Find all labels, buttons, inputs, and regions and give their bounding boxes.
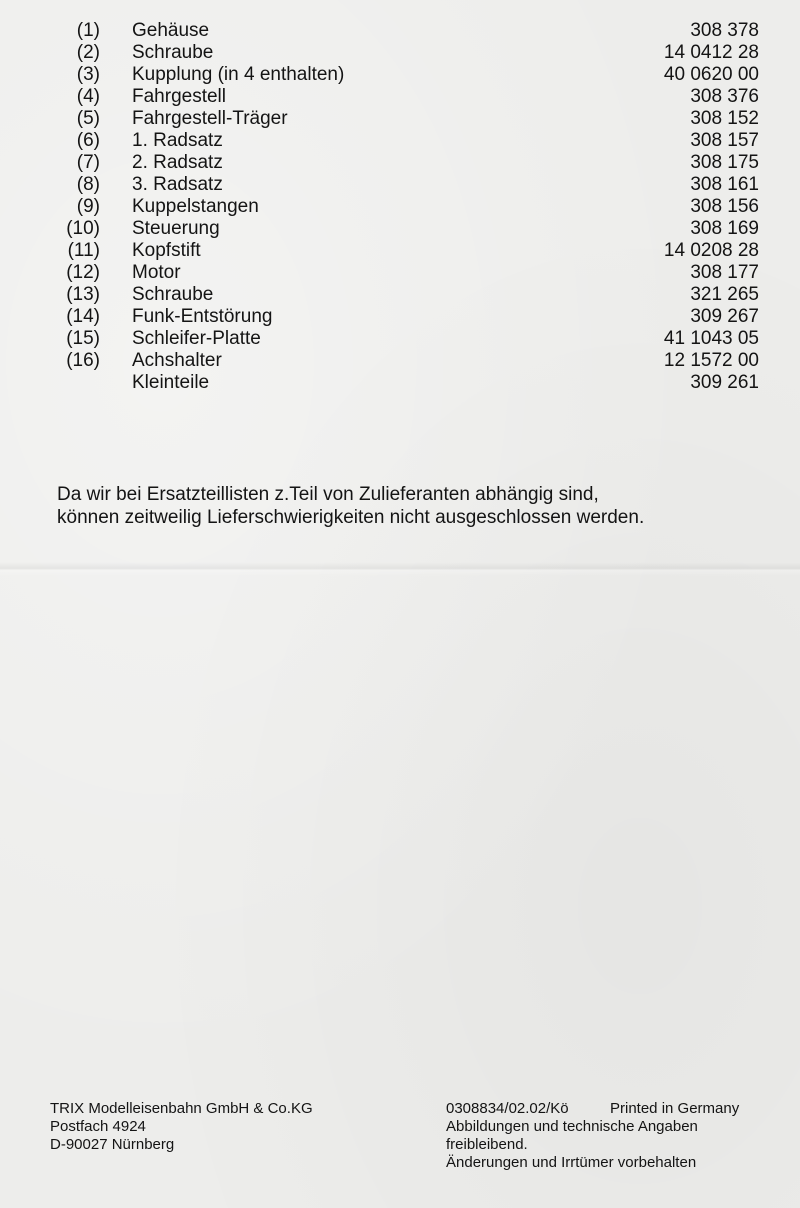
part-code: 309 261 bbox=[690, 372, 759, 393]
part-code: 14 0412 28 bbox=[663, 42, 759, 63]
spare-parts-list bbox=[0, 20, 800, 394]
part-name: Motor bbox=[132, 262, 181, 283]
notice-line-1: Da wir bei Ersatzteillisten z.Teil von Zulieferanten abhängig sind, bbox=[57, 484, 599, 505]
part-number: (13) bbox=[66, 284, 100, 305]
part-row bbox=[0, 372, 800, 394]
part-number: (10) bbox=[66, 218, 100, 239]
part-code: 308 175 bbox=[690, 152, 759, 173]
part-number: (9) bbox=[76, 196, 100, 217]
part-code: 41 1043 05 bbox=[663, 328, 759, 349]
part-name: Kleinteile bbox=[132, 372, 210, 393]
disclaimer-line-2: freibleibend. bbox=[446, 1136, 528, 1153]
disclaimer-line-3: Änderungen und Irrtümer vorbehalten bbox=[446, 1154, 697, 1171]
part-number: (16) bbox=[66, 350, 100, 371]
print-info-first-line bbox=[446, 1100, 740, 1118]
part-name: Kuppelstangen bbox=[132, 196, 259, 217]
part-row bbox=[0, 64, 800, 86]
part-number: (15) bbox=[66, 328, 100, 349]
part-name: Schraube bbox=[132, 42, 214, 63]
part-code: 40 0620 00 bbox=[663, 64, 759, 85]
part-row bbox=[0, 350, 800, 372]
part-row bbox=[0, 42, 800, 64]
part-code: 308 378 bbox=[690, 20, 759, 41]
part-name: Gehäuse bbox=[132, 20, 210, 41]
part-name: Kupplung (in 4 enthalten) bbox=[132, 64, 345, 85]
part-row bbox=[0, 306, 800, 328]
part-code: 308 157 bbox=[690, 130, 759, 151]
part-number: (1) bbox=[76, 20, 100, 41]
city-line: D-90027 Nürnberg bbox=[50, 1136, 175, 1153]
part-name: 3. Radsatz bbox=[132, 174, 223, 195]
part-row bbox=[0, 262, 800, 284]
paper-fold-crease bbox=[0, 562, 800, 576]
part-number: (8) bbox=[76, 174, 100, 195]
part-number: (11) bbox=[67, 240, 100, 261]
part-code: 14 0208 28 bbox=[663, 240, 759, 261]
part-number: (7) bbox=[76, 152, 100, 173]
company-name: TRIX Modelleisenbahn GmbH & Co.KG bbox=[50, 1100, 313, 1117]
notice-line-2: können zeitweilig Lieferschwierigkeiten nicht ausgeschlossen werden. bbox=[57, 507, 645, 528]
part-name: Steuerung bbox=[132, 218, 220, 239]
part-code: 308 156 bbox=[690, 196, 759, 217]
part-number: (14) bbox=[66, 306, 100, 327]
part-name: Schraube bbox=[132, 284, 214, 305]
part-code: 308 177 bbox=[690, 262, 759, 283]
part-row bbox=[0, 240, 800, 262]
supply-notice bbox=[57, 483, 777, 529]
part-name: 1. Radsatz bbox=[132, 130, 223, 151]
print-info bbox=[446, 1100, 740, 1172]
part-name: 2. Radsatz bbox=[132, 152, 223, 173]
part-row bbox=[0, 328, 800, 350]
part-code: 308 152 bbox=[690, 108, 759, 129]
part-row bbox=[0, 174, 800, 196]
printed-in: Printed in Germany bbox=[610, 1100, 740, 1117]
part-row bbox=[0, 218, 800, 240]
part-number: (4) bbox=[76, 86, 100, 107]
part-name: Schleifer-Platte bbox=[132, 328, 261, 349]
document-code: 0308834/02.02/Kö bbox=[446, 1100, 569, 1117]
part-name: Fahrgestell bbox=[132, 86, 226, 107]
part-row bbox=[0, 152, 800, 174]
part-number: (2) bbox=[76, 42, 100, 63]
part-row bbox=[0, 284, 800, 306]
part-row bbox=[0, 108, 800, 130]
part-code: 321 265 bbox=[690, 284, 759, 305]
part-number: (6) bbox=[76, 130, 100, 151]
part-row bbox=[0, 86, 800, 108]
part-number: (3) bbox=[76, 64, 100, 85]
part-code: 308 376 bbox=[690, 86, 759, 107]
part-row bbox=[0, 130, 800, 152]
part-code: 12 1572 00 bbox=[663, 350, 759, 371]
part-code: 308 169 bbox=[690, 218, 759, 239]
postbox: Postfach 4924 bbox=[50, 1118, 146, 1135]
part-number: (5) bbox=[76, 108, 100, 129]
part-name: Kopfstift bbox=[132, 240, 201, 261]
part-row bbox=[0, 196, 800, 218]
company-address bbox=[50, 1100, 313, 1154]
part-name: Funk-Entstörung bbox=[132, 306, 273, 327]
disclaimer-line-1: Abbildungen und technische Angaben bbox=[446, 1118, 698, 1135]
part-code: 309 267 bbox=[690, 306, 759, 327]
part-name: Achshalter bbox=[132, 350, 222, 371]
part-number: (12) bbox=[66, 262, 100, 283]
part-code: 308 161 bbox=[690, 174, 759, 195]
part-row bbox=[0, 20, 800, 42]
part-name: Fahrgestell-Träger bbox=[132, 108, 288, 129]
